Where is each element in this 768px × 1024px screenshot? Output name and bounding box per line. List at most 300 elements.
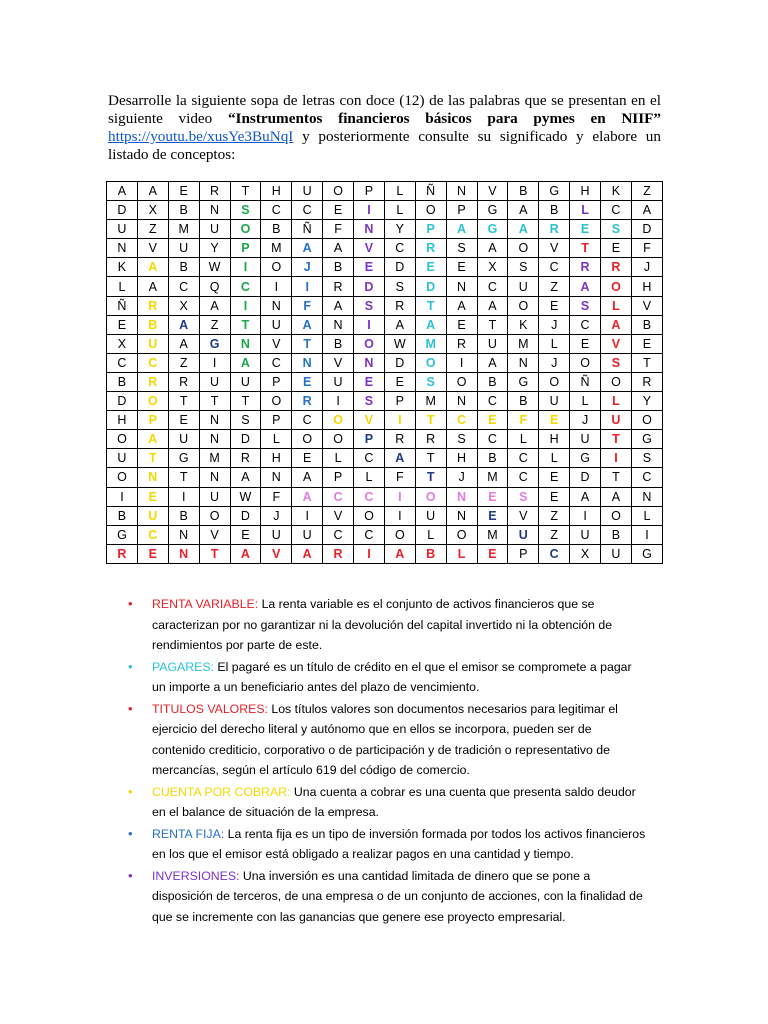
grid-cell: T [570,239,601,258]
grid-row [107,468,663,487]
grid-cell: E [539,296,570,315]
grid-cell: R [107,544,138,563]
grid-cell: A [446,296,477,315]
video-link[interactable]: https://youtu.be/xusYe3BuNqI [108,128,294,145]
grid-cell: U [508,525,539,544]
grid-cell: Z [137,220,168,239]
grid-cell: L [601,392,632,411]
grid-cell: H [261,182,292,201]
grid-cell: O [601,506,632,525]
grid-cell: T [415,468,446,487]
grid-cell: Ñ [107,296,138,315]
grid-cell: E [292,372,323,391]
grid-cell: Z [199,315,230,334]
grid-cell: Z [539,277,570,296]
grid-cell: E [415,258,446,277]
bullet-icon: • [128,825,133,841]
grid-cell: B [107,372,138,391]
grid-cell: C [477,277,508,296]
grid-cell: U [570,525,601,544]
grid-cell: I [570,506,601,525]
grid-cell: P [508,544,539,563]
grid-cell: I [230,258,261,277]
grid-cell: E [477,506,508,525]
grid-cell: O [323,182,354,201]
grid-cell: H [107,411,138,430]
grid-cell: M [415,334,446,353]
grid-cell: C [508,468,539,487]
grid-cell: U [168,239,199,258]
grid-cell: G [508,372,539,391]
grid-cell: B [539,201,570,220]
grid-cell: C [107,353,138,372]
grid-cell: O [384,525,415,544]
definition-item [128,782,648,823]
grid-cell: A [292,315,323,334]
grid-cell: A [384,449,415,468]
grid-row [107,506,663,525]
grid-cell: J [446,468,477,487]
grid-cell: R [601,258,632,277]
grid-cell: S [601,353,632,372]
grid-cell: B [261,220,292,239]
bullet-icon: • [128,658,133,674]
grid-cell: E [292,449,323,468]
grid-cell: D [230,506,261,525]
grid-cell: O [415,487,446,506]
grid-cell: L [570,201,601,220]
grid-cell: B [137,315,168,334]
grid-row [107,239,663,258]
word-search-grid [106,181,663,564]
grid-cell: J [631,258,662,277]
grid-cell: O [199,506,230,525]
definition-item [128,657,648,698]
grid-cell: S [230,201,261,220]
grid-cell: Ñ [292,220,323,239]
definition-text: Los títulos valores son documentos necesarios para legitimar el ejercicio del derecho literal y autónomo que en ellos se incorpora, pueden ser de contenido crediticio, corporativo o de participación y de tradición o representativo de mercancías, según el artículo 619 del código de comercio. [152,701,618,777]
grid-cell: L [354,468,385,487]
grid-cell: R [199,182,230,201]
grid-cell: D [631,220,662,239]
grid-cell: T [137,449,168,468]
grid-cell: T [168,468,199,487]
grid-cell: L [415,525,446,544]
grid-cell: O [230,220,261,239]
definition-item [128,824,648,865]
grid-cell: C [137,525,168,544]
grid-cell: Z [631,182,662,201]
grid-cell: M [508,334,539,353]
grid-cell: R [446,334,477,353]
grid-cell: V [261,334,292,353]
grid-cell: E [570,334,601,353]
grid-cell: N [354,220,385,239]
grid-cell: U [199,487,230,506]
grid-cell: A [384,544,415,563]
grid-cell: X [570,544,601,563]
grid-cell: Q [199,277,230,296]
definition-term: RENTA FIJA: [152,826,225,841]
grid-cell: C [354,449,385,468]
definition-item [128,594,648,656]
grid-cell: I [354,544,385,563]
grid-cell: A [415,315,446,334]
grid-cell: O [107,430,138,449]
grid-cell: I [384,411,415,430]
grid-cell: T [631,353,662,372]
grid-cell: G [539,182,570,201]
grid-cell: T [477,315,508,334]
grid-cell: A [230,544,261,563]
bullet-icon: • [128,783,133,799]
grid-cell: L [446,544,477,563]
grid-cell: F [631,239,662,258]
grid-cell: Y [631,392,662,411]
grid-cell: C [570,315,601,334]
grid-cell: E [601,239,632,258]
grid-cell: C [292,201,323,220]
grid-cell: V [601,334,632,353]
definition-item [128,866,648,928]
grid-cell: A [292,487,323,506]
grid-cell: S [446,239,477,258]
grid-row [107,182,663,201]
grid-cell: T [199,544,230,563]
grid-cell: O [261,392,292,411]
grid-cell: V [354,411,385,430]
grid-cell: E [631,334,662,353]
grid-cell: N [446,506,477,525]
grid-cell: I [384,487,415,506]
grid-cell: P [261,411,292,430]
grid-cell: S [354,296,385,315]
grid-cell: O [601,372,632,391]
grid-cell: J [539,315,570,334]
grid-cell: U [261,315,292,334]
grid-cell: D [415,277,446,296]
grid-cell: V [631,296,662,315]
grid-cell: M [415,392,446,411]
grid-cell: Ñ [570,372,601,391]
grid-cell: S [508,487,539,506]
grid-cell: O [415,201,446,220]
grid-cell: E [107,315,138,334]
grid-cell: N [323,315,354,334]
grid-cell: L [384,182,415,201]
grid-cell: N [137,468,168,487]
grid-cell: C [354,487,385,506]
grid-cell: N [354,353,385,372]
grid-cell: P [261,372,292,391]
grid-cell: E [446,315,477,334]
grid-cell: C [292,411,323,430]
grid-cell: R [570,258,601,277]
grid-cell: S [631,449,662,468]
definition-term: CUENTA POR COBRAR: [152,784,291,799]
grid-row [107,277,663,296]
grid-cell: U [230,372,261,391]
grid-cell: A [570,277,601,296]
grid-cell: U [292,525,323,544]
grid-cell: O [570,353,601,372]
grid-cell: X [137,201,168,220]
grid-cell: R [631,372,662,391]
grid-cell: R [384,296,415,315]
grid-cell: P [323,468,354,487]
grid-cell: C [477,392,508,411]
definition-text: La renta fija es un tipo de inversión formada por todos los activos financieros en los que el emisor está obligado a realizar pagos en una cantidad y tiempo. [152,826,646,861]
grid-cell: Y [384,220,415,239]
grid-row [107,353,663,372]
grid-cell: S [354,392,385,411]
grid-cell: B [168,258,199,277]
grid-cell: A [508,201,539,220]
grid-cell: A [477,239,508,258]
grid-cell: T [415,449,446,468]
grid-cell: I [107,487,138,506]
grid-cell: A [137,277,168,296]
grid-cell: D [384,258,415,277]
grid-cell: L [539,449,570,468]
grid-cell: I [199,353,230,372]
grid-cell: A [292,544,323,563]
grid-cell: E [354,372,385,391]
grid-cell: U [539,392,570,411]
grid-cell: C [323,487,354,506]
grid-cell: P [384,392,415,411]
grid-cell: O [415,353,446,372]
grid-cell: A [107,182,138,201]
grid-cell: U [107,220,138,239]
grid-cell: N [107,239,138,258]
grid-cell: W [230,487,261,506]
grid-cell: V [539,239,570,258]
grid-cell: R [137,296,168,315]
grid-cell: E [354,258,385,277]
grid-row [107,525,663,544]
grid-cell: V [137,239,168,258]
grid-cell: E [323,201,354,220]
grid-cell: T [230,392,261,411]
grid-cell: H [539,430,570,449]
grid-cell: P [137,411,168,430]
grid-cell: A [508,220,539,239]
grid-cell: M [261,239,292,258]
grid-cell: E [384,372,415,391]
grid-cell: S [415,372,446,391]
grid-cell: K [601,182,632,201]
grid-cell: C [601,201,632,220]
grid-cell: I [261,277,292,296]
grid-cell: A [570,487,601,506]
grid-cell: R [168,372,199,391]
grid-cell: O [354,334,385,353]
grid-cell: A [168,334,199,353]
grid-cell: M [477,525,508,544]
grid-row [107,544,663,563]
grid-cell: A [477,296,508,315]
grid-cell: K [508,315,539,334]
grid-cell: I [323,392,354,411]
grid-cell: E [570,220,601,239]
grid-cell: F [508,411,539,430]
grid-cell: R [137,372,168,391]
grid-cell: R [415,430,446,449]
grid-cell: C [384,239,415,258]
grid-cell: K [107,258,138,277]
definition-text: Una inversión es una cantidad limitada de dinero que se pone a disposición de terceros, de una empresa o de un conjunto de acciones, con la finalidad de que se incremente con las ganancias que genere ese proyecto empresarial. [152,868,643,924]
grid-cell: T [415,296,446,315]
grid-cell: B [508,392,539,411]
grid-row [107,430,663,449]
definition-text: La renta variable es el conjunto de activos financieros que se caracterizan por no garantizar ni la devolución del capital invertido ni la obtención de rendimientos por parte de este. [152,597,613,652]
grid-cell: U [477,334,508,353]
grid-cell: A [199,296,230,315]
grid-cell: D [384,353,415,372]
grid-cell: A [631,201,662,220]
grid-cell: N [199,468,230,487]
grid-cell: Z [539,506,570,525]
grid-cell: L [570,392,601,411]
grid-cell: C [261,353,292,372]
grid-cell: V [199,525,230,544]
grid-cell: N [446,277,477,296]
grid-cell: S [570,296,601,315]
grid-cell: N [261,296,292,315]
grid-cell: M [477,468,508,487]
grid-cell: T [601,430,632,449]
grid-cell: I [292,506,323,525]
grid-cell: T [230,315,261,334]
grid-cell: X [168,296,199,315]
definitions-list [128,594,648,928]
grid-cell: V [354,239,385,258]
grid-cell: O [323,430,354,449]
grid-cell: P [446,201,477,220]
grid-cell: G [570,449,601,468]
grid-cell: O [631,411,662,430]
definition-term: TITULOS VALORES: [152,701,268,716]
bullet-icon: • [128,596,133,611]
grid-cell: L [631,506,662,525]
video-title: “Instrumentos financieros básicos para pymes en NIIF” [227,110,661,127]
grid-cell: A [601,487,632,506]
grid-cell: S [446,430,477,449]
grid-cell: G [631,430,662,449]
grid-cell: B [107,506,138,525]
grid-row [107,487,663,506]
grid-cell: E [477,544,508,563]
grid-cell: C [323,525,354,544]
grid-cell: I [446,353,477,372]
grid-row [107,449,663,468]
grid-cell: M [168,220,199,239]
grid-cell: C [230,277,261,296]
grid-cell: B [508,182,539,201]
grid-cell: E [539,411,570,430]
grid-cell: O [446,372,477,391]
grid-cell: T [292,334,323,353]
grid-cell: N [199,430,230,449]
grid-cell: O [508,296,539,315]
grid-row [107,392,663,411]
grid-cell: L [539,334,570,353]
grid-cell: R [415,239,446,258]
grid-cell: Ñ [415,182,446,201]
grid-cell: U [168,430,199,449]
grid-cell: N [631,487,662,506]
grid-cell: U [137,506,168,525]
grid-cell: U [323,372,354,391]
grid-cell: D [107,201,138,220]
grid-cell: Y [199,239,230,258]
grid-cell: T [601,468,632,487]
grid-cell: A [168,315,199,334]
grid-cell: B [477,372,508,391]
grid-cell: E [168,182,199,201]
grid-cell: J [261,506,292,525]
bullet-icon: • [128,867,133,883]
grid-cell: B [323,334,354,353]
grid-cell: B [323,258,354,277]
grid-cell: E [230,525,261,544]
grid-cell: C [354,525,385,544]
grid-cell: N [230,334,261,353]
grid-cell: H [570,182,601,201]
grid-cell: Z [168,353,199,372]
grid-cell: O [107,468,138,487]
definition-text: El pagaré es un título de crédito en el que el emisor se compromete a pagar un importe a un beneficiario antes del plazo de vencimiento. [152,659,632,694]
grid-cell: U [199,220,230,239]
grid-cell: T [415,411,446,430]
grid-cell: G [168,449,199,468]
grid-cell: W [199,258,230,277]
grid-cell: B [477,449,508,468]
grid-row [107,334,663,353]
grid-cell: O [323,411,354,430]
grid-cell: N [446,487,477,506]
grid-cell: E [477,487,508,506]
instructions-paragraph [108,92,661,164]
grid-row [107,201,663,220]
grid-cell: C [539,258,570,277]
grid-cell: O [137,392,168,411]
grid-cell: N [446,392,477,411]
grid-cell: V [323,506,354,525]
grid-cell: U [508,277,539,296]
grid-cell: O [601,277,632,296]
grid-row [107,411,663,430]
grid-cell: A [137,430,168,449]
definition-term: RENTA VARIABLE: [152,597,259,611]
definition-term: INVERSIONES: [152,868,240,883]
grid-cell: X [477,258,508,277]
grid-cell: R [230,449,261,468]
grid-cell: U [601,544,632,563]
grid-cell: G [107,525,138,544]
grid-cell: I [631,525,662,544]
grid-cell: A [230,353,261,372]
grid-cell: S [601,220,632,239]
grid-cell: E [137,544,168,563]
grid-cell: T [199,392,230,411]
grid-cell: A [384,315,415,334]
grid-cell: V [323,353,354,372]
grid-cell: N [292,353,323,372]
grid-cell: L [601,296,632,315]
grid-cell: P [354,430,385,449]
